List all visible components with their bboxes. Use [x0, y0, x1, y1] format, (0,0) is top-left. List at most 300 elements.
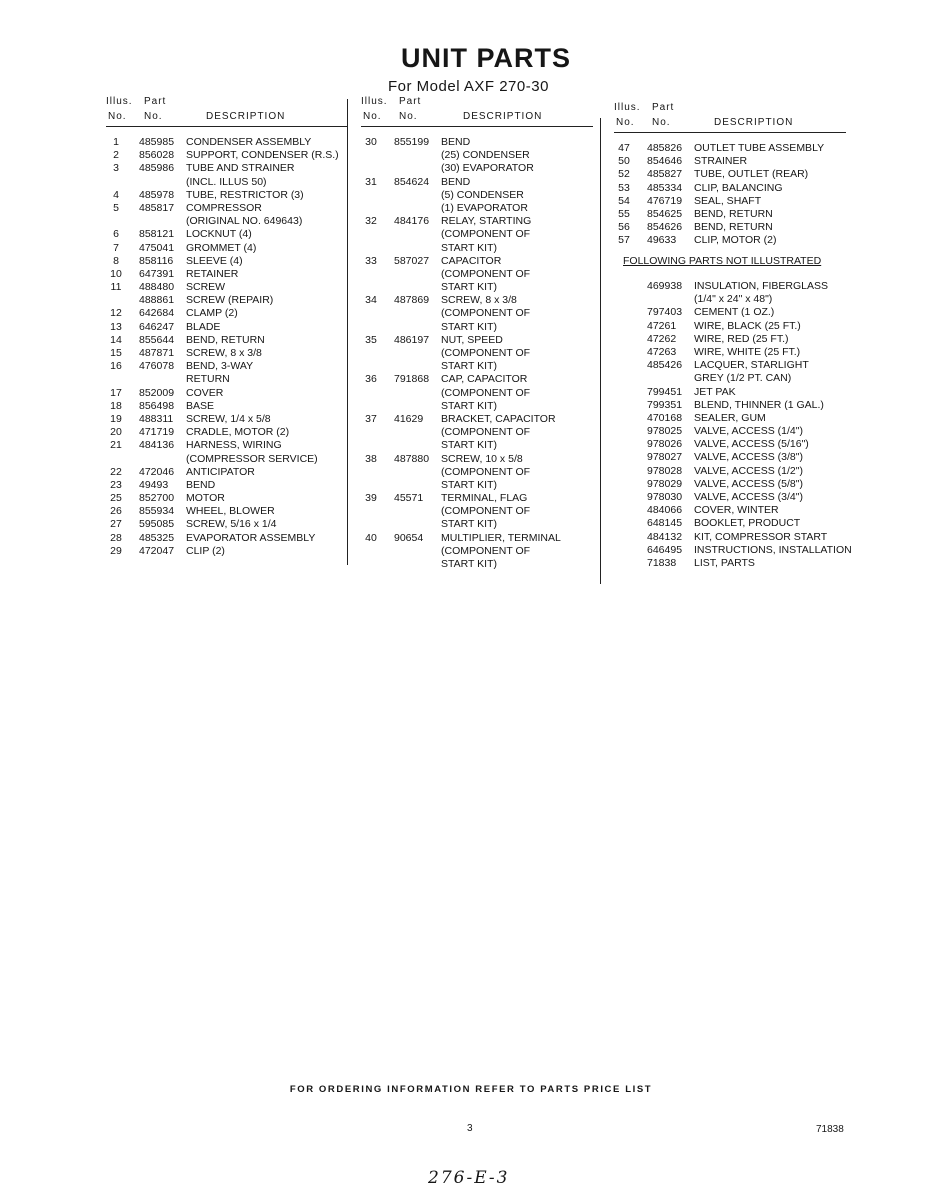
table-row [614, 359, 866, 372]
table-row [361, 202, 599, 215]
part-no-header: No. [652, 117, 671, 128]
table-row [361, 479, 599, 492]
part-number: 854624 [394, 175, 430, 188]
table-row [106, 281, 354, 294]
illus-number: 16 [110, 360, 122, 373]
table-row [361, 518, 599, 531]
part-number: 978026 [647, 438, 683, 451]
part-description: TERMINAL, FLAG [441, 492, 528, 505]
handwritten-note: 276-E-3 [428, 1168, 510, 1188]
parts-rows [106, 136, 354, 558]
part-description: INSTRUCTIONS, INSTALLATION [694, 543, 852, 556]
illus-number: 3 [113, 162, 119, 175]
illus-number: 25 [110, 492, 122, 505]
part-description: (COMPONENT OF [441, 505, 531, 518]
illus-number: 31 [365, 175, 377, 188]
part-description: CLAMP (2) [186, 307, 238, 320]
illus-number: 40 [365, 531, 377, 544]
part-number: 978028 [647, 464, 683, 477]
part-no-header: No. [144, 111, 163, 122]
description-header: DESCRIPTION [714, 117, 794, 128]
table-row [361, 136, 599, 149]
part-description: START KIT) [441, 558, 498, 570]
part-description: (COMPONENT OF [441, 267, 531, 280]
part-description: START KIT) [441, 241, 498, 254]
illus-number: 22 [110, 465, 122, 478]
table-row [614, 208, 866, 221]
table-row [361, 189, 599, 202]
part-number: 487871 [139, 347, 175, 359]
part-number: 90654 [394, 531, 424, 544]
page-number: 3 [467, 1123, 473, 1134]
table-row [361, 492, 599, 505]
table-row [106, 453, 354, 466]
part-number: 471719 [139, 426, 175, 439]
part-number: 855199 [394, 136, 430, 148]
illus-number: 33 [365, 254, 377, 267]
part-description: (COMPONENT OF [441, 228, 531, 241]
illus-number: 57 [618, 234, 630, 247]
part-number: 485325 [139, 531, 175, 544]
table-row [614, 491, 866, 504]
part-number: 488311 [139, 412, 174, 425]
illus-number: 12 [110, 307, 122, 320]
part-number: 587027 [394, 254, 430, 267]
table-row [361, 268, 599, 281]
table-row [361, 453, 599, 466]
table-row [361, 307, 599, 320]
table-row [361, 294, 599, 307]
part-number: 852700 [139, 492, 175, 505]
table-row [106, 149, 354, 162]
part-description: START KIT) [441, 360, 498, 373]
part-header: Part [399, 96, 422, 107]
part-number: 978027 [647, 451, 683, 464]
part-description: SUPPORT, CONDENSER (R.S.) [186, 149, 339, 162]
illus-number: 29 [110, 544, 122, 557]
illus-number: 52 [618, 168, 630, 181]
part-number: 484132 [647, 530, 683, 543]
table-row [361, 426, 599, 439]
table-row [361, 545, 599, 558]
illus-number: 14 [110, 333, 122, 346]
part-description: GREY (1/2 PT. CAN) [694, 372, 792, 385]
table-row [106, 136, 354, 149]
part-description: (COMPONENT OF [441, 465, 531, 478]
part-description: BEND, 3-WAY [186, 360, 254, 373]
part-description: VALVE, ACCESS (3/4") [694, 491, 803, 503]
table-row [106, 545, 354, 558]
table-row [614, 221, 866, 234]
part-description: BLADE [186, 320, 221, 333]
illus-number: 55 [618, 207, 630, 220]
table-row [361, 321, 599, 334]
illus-number: 47 [618, 142, 630, 154]
table-row [361, 334, 599, 347]
part-number: 978029 [647, 477, 683, 490]
part-description: BEND [441, 175, 471, 188]
column-divider [347, 99, 348, 565]
header-rule [106, 126, 348, 127]
part-number: 485334 [647, 181, 683, 194]
part-description: NUT, SPEED [441, 333, 503, 346]
part-description: WIRE, WHITE (25 FT.) [694, 345, 801, 358]
part-description: WHEEL, BLOWER [186, 505, 275, 518]
part-description: BEND [441, 136, 471, 148]
part-description: SEAL, SHAFT [694, 194, 762, 207]
illus-number: 19 [110, 412, 122, 425]
table-row [361, 505, 599, 518]
part-number: 799351 [647, 398, 683, 411]
page-title: UNIT PARTS [401, 43, 571, 73]
header-rule [614, 132, 846, 133]
part-description: CLIP (2) [186, 544, 225, 557]
table-row [361, 215, 599, 228]
table-row [106, 387, 354, 400]
table-row [106, 334, 354, 347]
part-description: OUTLET TUBE ASSEMBLY [694, 142, 825, 154]
part-description: TUBE, RESTRICTOR (3) [186, 188, 304, 201]
part-description: (25) CONDENSER [441, 149, 530, 162]
illus-number: 11 [110, 281, 122, 294]
table-row [614, 478, 866, 491]
part-description: LOCKNUT (4) [186, 228, 252, 241]
part-description: SCREW, 8 x 3/8 [186, 347, 262, 359]
illus-number: 26 [110, 505, 122, 518]
part-description: TUBE, OUTLET (REAR) [694, 168, 809, 181]
part-description: VALVE, ACCESS (5/8") [694, 477, 803, 490]
part-description: CEMENT (1 OZ.) [694, 306, 775, 319]
part-description: CLIP, MOTOR (2) [694, 234, 777, 247]
part-description: SCREW [186, 281, 226, 294]
part-description: ANTICIPATOR [186, 465, 255, 478]
part-number: 852009 [139, 386, 175, 399]
part-number: 475041 [139, 241, 175, 254]
part-description: BOOKLET, PRODUCT [694, 517, 801, 530]
table-row [614, 557, 866, 570]
illus-header: Illus. [106, 96, 133, 107]
part-description: CRADLE, MOTOR (2) [186, 426, 290, 439]
table-row [614, 412, 866, 425]
illus-number: 35 [365, 333, 377, 346]
part-description: BEND, RETURN [694, 221, 773, 234]
illus-number: 7 [113, 241, 119, 254]
part-number: 646247 [139, 320, 175, 333]
table-row [361, 466, 599, 479]
part-number: 469938 [647, 280, 683, 292]
table-row [106, 294, 354, 307]
part-description: KIT, COMPRESSOR START [694, 530, 828, 543]
part-number: 485985 [139, 136, 175, 148]
part-number: 484176 [394, 215, 430, 228]
table-row [614, 280, 866, 293]
table-row [106, 426, 354, 439]
part-description: BEND, RETURN [694, 207, 773, 220]
table-row [614, 234, 866, 247]
part-description: HARNESS, WIRING [186, 439, 282, 452]
part-number: 476719 [647, 194, 683, 207]
illus-number: 30 [365, 136, 377, 148]
illus-number: 15 [110, 347, 122, 359]
table-row [614, 425, 866, 438]
illus-number: 54 [618, 194, 630, 207]
part-description: VALVE, ACCESS (3/8") [694, 451, 803, 464]
table-row [614, 386, 866, 399]
table-row [361, 373, 599, 386]
part-number: 41629 [394, 412, 424, 425]
part-number: 791868 [394, 373, 430, 386]
part-description: MULTIPLIER, TERMINAL [441, 531, 561, 544]
part-number: 856028 [139, 149, 175, 162]
table-row [361, 439, 599, 452]
part-description: (5) CONDENSER [441, 188, 524, 201]
column-divider [600, 118, 601, 584]
part-description: TUBE AND STRAINER [186, 162, 295, 175]
illus-number: 4 [113, 188, 119, 201]
illus-header: Illus. [361, 96, 388, 107]
part-number: 858121 [139, 228, 175, 241]
illus-number: 53 [618, 181, 630, 194]
table-row [361, 347, 599, 360]
table-row [614, 320, 866, 333]
illus-number: 23 [110, 478, 122, 491]
part-number: 856498 [139, 399, 175, 412]
table-row [106, 400, 354, 413]
part-number: 488480 [139, 281, 175, 294]
part-description: VALVE, ACCESS (1/4") [694, 425, 803, 438]
table-row [106, 347, 354, 360]
illus-number: 37 [365, 412, 377, 425]
table-row [614, 372, 866, 385]
column-header [614, 102, 866, 136]
part-description: RELAY, STARTING [441, 215, 532, 228]
table-row [361, 149, 599, 162]
table-row [106, 373, 354, 386]
table-row [614, 142, 866, 155]
part-number: 978030 [647, 491, 683, 503]
description-header: DESCRIPTION [206, 111, 286, 122]
part-header: Part [652, 102, 675, 113]
parts-column-1 [106, 96, 354, 558]
table-row [361, 162, 599, 175]
table-row [106, 492, 354, 505]
illus-number: 36 [365, 373, 377, 386]
part-number: 49493 [139, 478, 169, 491]
table-row [614, 293, 866, 306]
table-row [361, 558, 599, 571]
table-row [106, 479, 354, 492]
part-description: (COMPONENT OF [441, 347, 531, 359]
part-description: (COMPONENT OF [441, 544, 531, 557]
part-description: (1/4" x 24" x 48") [694, 293, 773, 306]
table-row [106, 228, 354, 241]
model-subtitle: For Model AXF 270-30 [388, 78, 549, 95]
not-illustrated-rows [614, 280, 866, 570]
parts-rows [614, 142, 866, 248]
document-number: 71838 [816, 1124, 844, 1135]
part-description: START KIT) [441, 518, 498, 531]
table-row [106, 202, 354, 215]
part-number: 71838 [647, 556, 677, 569]
table-row [106, 242, 354, 255]
illus-number: 2 [113, 149, 119, 162]
part-description: CLIP, BALANCING [694, 181, 783, 194]
part-description: START KIT) [441, 399, 498, 412]
table-row [614, 451, 866, 464]
part-number: 858116 [139, 254, 174, 267]
table-row [361, 255, 599, 268]
part-description: CONDENSER ASSEMBLY [186, 136, 312, 148]
part-number: 854626 [647, 221, 683, 234]
part-description: MOTOR [186, 492, 225, 505]
ordering-footer: FOR ORDERING INFORMATION REFER TO PARTS PRICE LIST [289, 1084, 653, 1095]
column-header [106, 96, 354, 130]
illus-number: 17 [110, 386, 122, 399]
part-description: SLEEVE (4) [186, 254, 243, 267]
part-description: STRAINER [694, 155, 748, 168]
parts-column-2 [361, 96, 599, 571]
table-row [106, 215, 354, 228]
illus-number: 8 [113, 254, 119, 267]
illus-number: 5 [113, 201, 119, 214]
part-description: EVAPORATOR ASSEMBLY [186, 531, 316, 544]
part-description: SCREW, 1/4 x 5/8 [186, 412, 271, 425]
part-number: 797403 [647, 306, 683, 319]
part-number: 488861 [139, 294, 175, 307]
illus-number: 32 [365, 215, 377, 228]
illus-number: 1 [113, 136, 119, 148]
part-description: JET PAK [694, 385, 736, 398]
column-header [361, 96, 599, 130]
table-row [106, 268, 354, 281]
illus-number: 6 [113, 228, 119, 241]
table-row [614, 465, 866, 478]
table-row [106, 518, 354, 531]
part-description: RETURN [186, 373, 230, 386]
table-row [614, 438, 866, 451]
table-row [361, 281, 599, 294]
table-row [614, 504, 866, 517]
part-number: 49633 [647, 234, 677, 247]
part-description: CAP, CAPACITOR [441, 373, 528, 386]
illus-number: 10 [110, 267, 122, 280]
part-number: 484066 [647, 504, 683, 517]
part-number: 854646 [647, 155, 683, 168]
illus-number: 21 [110, 439, 122, 452]
part-number: 470168 [647, 411, 683, 424]
part-number: 487880 [394, 452, 430, 465]
part-number: 485426 [647, 359, 683, 372]
part-number: 855644 [139, 333, 175, 346]
table-row [361, 413, 599, 426]
part-description: SCREW, 8 x 3/8 [441, 294, 517, 307]
part-description: START KIT) [441, 320, 498, 333]
part-description: START KIT) [441, 439, 498, 452]
part-description: BEND [186, 478, 216, 491]
part-number: 485978 [139, 188, 175, 201]
illus-number: 34 [365, 294, 377, 307]
part-number: 646495 [647, 543, 683, 556]
part-description: (COMPONENT OF [441, 307, 531, 320]
table-row [361, 387, 599, 400]
part-description: LACQUER, STARLIGHT [694, 359, 809, 372]
parts-column-3 [614, 102, 866, 248]
description-header: DESCRIPTION [463, 111, 543, 122]
table-row [106, 176, 354, 189]
table-row [614, 195, 866, 208]
illus-no-header: No. [363, 111, 382, 122]
table-row [361, 400, 599, 413]
part-number: 485827 [647, 168, 683, 181]
part-description: (COMPONENT OF [441, 426, 531, 439]
illus-number: 27 [110, 518, 122, 531]
part-number: 486197 [394, 333, 430, 346]
table-row [106, 307, 354, 320]
part-description: SCREW (REPAIR) [186, 294, 274, 307]
table-row [614, 306, 866, 319]
part-number: 472046 [139, 465, 175, 478]
table-row [614, 155, 866, 168]
part-number: 854625 [647, 207, 683, 220]
part-description: SCREW, 10 x 5/8 [441, 452, 523, 465]
part-description: START KIT) [441, 281, 498, 294]
part-number: 484136 [139, 439, 175, 452]
part-description: INSULATION, FIBERGLASS [694, 280, 829, 292]
part-number: 855934 [139, 505, 175, 518]
part-number: 45571 [394, 492, 424, 505]
part-description: START KIT) [441, 478, 498, 491]
table-row [614, 399, 866, 412]
part-number: 647391 [139, 267, 175, 280]
part-description: COMPRESSOR [186, 201, 262, 214]
part-description: LIST, PARTS [694, 556, 755, 569]
part-description: WIRE, BLACK (25 FT.) [694, 319, 801, 332]
part-number: 47263 [647, 345, 677, 358]
parts-rows [361, 136, 599, 571]
not-illustrated-heading: FOLLOWING PARTS NOT ILLUSTRATED [623, 255, 822, 267]
part-number: 487869 [394, 294, 430, 307]
part-number: 485826 [647, 142, 683, 154]
part-description: BASE [186, 399, 215, 412]
table-row [106, 413, 354, 426]
part-number: 799451 [647, 385, 683, 398]
table-row [106, 162, 354, 175]
part-description: WIRE, RED (25 FT.) [694, 332, 789, 345]
illus-number: 39 [365, 492, 377, 505]
part-number: 472047 [139, 544, 175, 557]
part-number: 642684 [139, 307, 175, 320]
table-row [106, 439, 354, 452]
table-row [614, 544, 866, 557]
part-header: Part [144, 96, 167, 107]
illus-no-header: No. [108, 111, 127, 122]
illus-number: 18 [110, 399, 122, 412]
part-description: (ORIGINAL NO. 649643) [186, 215, 303, 228]
part-description: GROMMET (4) [186, 241, 257, 254]
table-row [106, 255, 354, 268]
table-row [106, 189, 354, 202]
part-number: 47261 [647, 319, 677, 332]
part-description: (1) EVAPORATOR [441, 201, 528, 214]
table-row [614, 517, 866, 530]
table-row [614, 531, 866, 544]
table-row [106, 466, 354, 479]
table-row [361, 176, 599, 189]
table-row [361, 242, 599, 255]
illus-no-header: No. [616, 117, 635, 128]
illus-number: 56 [618, 221, 630, 234]
part-number: 476078 [139, 360, 175, 373]
